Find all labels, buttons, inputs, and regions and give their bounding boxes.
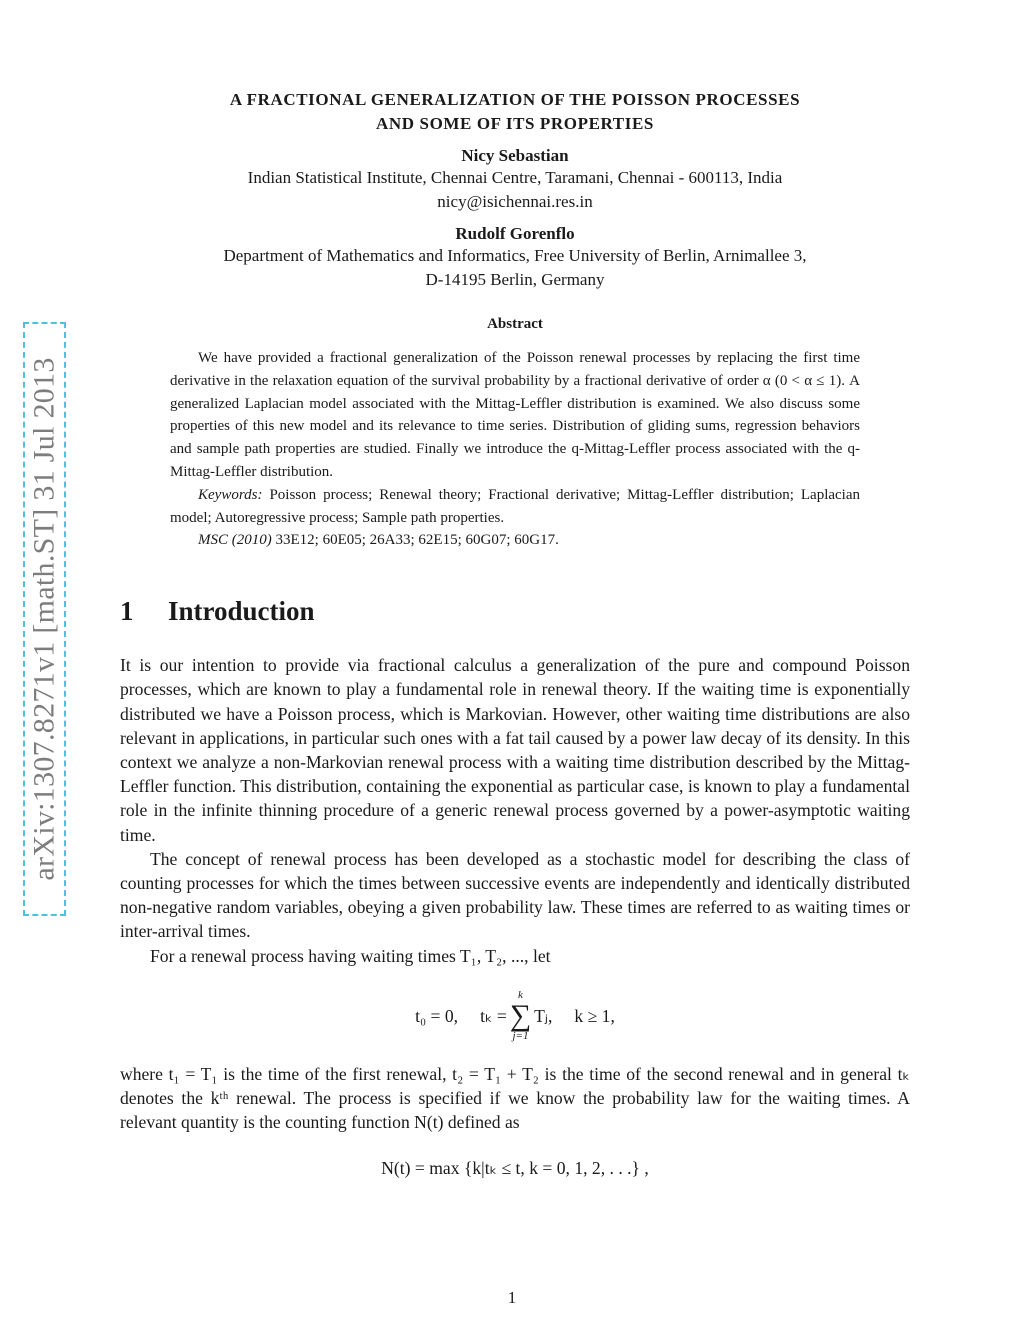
keywords-label: Keywords: — [198, 486, 263, 503]
page-number: 1 — [507, 1288, 517, 1307]
author-affiliation — [120, 244, 910, 292]
affiliation-line: Indian Statistical Institute, Chennai Centre, Taramani, Chennai - 600113, India — [247, 168, 783, 187]
eq-part: tₖ = — [480, 1005, 507, 1026]
sigma-symbol: ∑ — [509, 998, 532, 1032]
abstract-text: We have provided a fractional generalization of the Poisson renewal processes by replacing the first time derivative in the relaxation equation of the survival probability by a fractional derivative of order α (0 < α ≤ 1). A generalized Laplacian model associated with the Mittag-Leffler distribution is examined. We also discuss some properties of this new model and its relevance to time series. Distribution of gliding sums, regression behaviors and sample path properties are studied. Finally we introduce the q-Mittag-Leffler process associated with the q-Mittag-Leffler distribution. — [170, 350, 860, 480]
sum-upper-limit: k — [518, 988, 523, 1001]
abstract-heading: Abstract — [487, 316, 543, 332]
msc-codes — [170, 529, 860, 552]
affiliation-line: D-14195 Berlin, Germany — [425, 270, 605, 289]
paragraph: where t₁ = T₁ is the time of the first renewal, t₂ = T₁ + T₂ is the time of the second renewal and in general tₖ denotes the kᵗʰ renewal. The process is specified if we know the probability law for the waiting times. A relevant quantity is the counting function N(t) defined as — [120, 1063, 910, 1133]
title-line-1: A FRACTIONAL GENERALIZATION OF THE POISSON PROCESSES — [229, 90, 801, 109]
author-email: nicy@isichennai.res.in — [437, 192, 593, 211]
eq-part: t₀ = 0, — [415, 1005, 459, 1026]
section-number: 1 — [120, 596, 134, 627]
summation — [510, 990, 531, 1042]
keywords — [170, 484, 860, 530]
abstract-block — [170, 347, 860, 552]
paragraph: The concept of renewal process has been developed as a stochastic model for describing the class of counting processes for which the times between successive events are independently and identically distributed non-negative random variables, obeying a given probability law. These times are referred to as waiting times or inter-arrival times. — [120, 848, 910, 942]
section-heading — [120, 596, 910, 627]
equation-renewal-times — [120, 976, 910, 1056]
keywords-text: Poisson process; Renewal theory; Fractional derivative; Mittag-Leffler distribution; Laplacian model; Autoregressive process; Sample path properties. — [170, 486, 860, 526]
author-name: Nicy Sebastian — [461, 146, 569, 165]
paper-page — [120, 88, 910, 1188]
arxiv-id: arXiv:1307.8271v1 [math.ST] 31 Jul 2013 — [27, 357, 61, 881]
affiliation-line: Department of Mathematics and Informatics, Free University of Berlin, Arnimallee 3, — [223, 246, 807, 265]
eq-part: Tⱼ, — [534, 1005, 553, 1026]
arxiv-stamp — [23, 322, 66, 916]
section-title: Introduction — [168, 596, 315, 627]
paragraph: For a renewal process having waiting times T₁, T₂, ..., let — [150, 945, 551, 966]
author-affiliation — [120, 166, 910, 214]
equation-counting-function — [120, 1148, 910, 1188]
sum-lower-limit: j=1 — [512, 1029, 529, 1042]
msc-label: MSC (2010) — [198, 532, 272, 549]
author-name: Rudolf Gorenflo — [455, 224, 575, 243]
eq-part: k ≥ 1, — [574, 1005, 615, 1026]
paper-title — [120, 88, 910, 136]
title-line-2: AND SOME OF ITS PROPERTIES — [376, 114, 654, 133]
paragraph: It is our intention to provide via fractional calculus a generalization of the pure and compound Poisson processes, which are known to play a fundamental role in renewal theory. If the waiting time is exponentially distributed we have a Poisson process, which is Markovian. However, other waiting time distributions are also relevant in applications, in particular such ones with a fat tail caused by a power law decay of its density. In this context we analyze a non-Markovian renewal process with a waiting time distribution described by the Mittag-Leffler function. This distribution, containing the exponential as particular case, is known to play a fundamental role in the infinite thinning procedure of a generic renewal process governed by a power-asymptotic waiting time. — [120, 655, 910, 845]
body-text — [120, 653, 910, 1188]
eq-part: N(t) = max {k|tₖ ≤ t, k = 0, 1, 2, . . .} , — [381, 1158, 649, 1179]
msc-text: 33E12; 60E05; 26A33; 62E15; 60G07; 60G17. — [275, 532, 559, 549]
